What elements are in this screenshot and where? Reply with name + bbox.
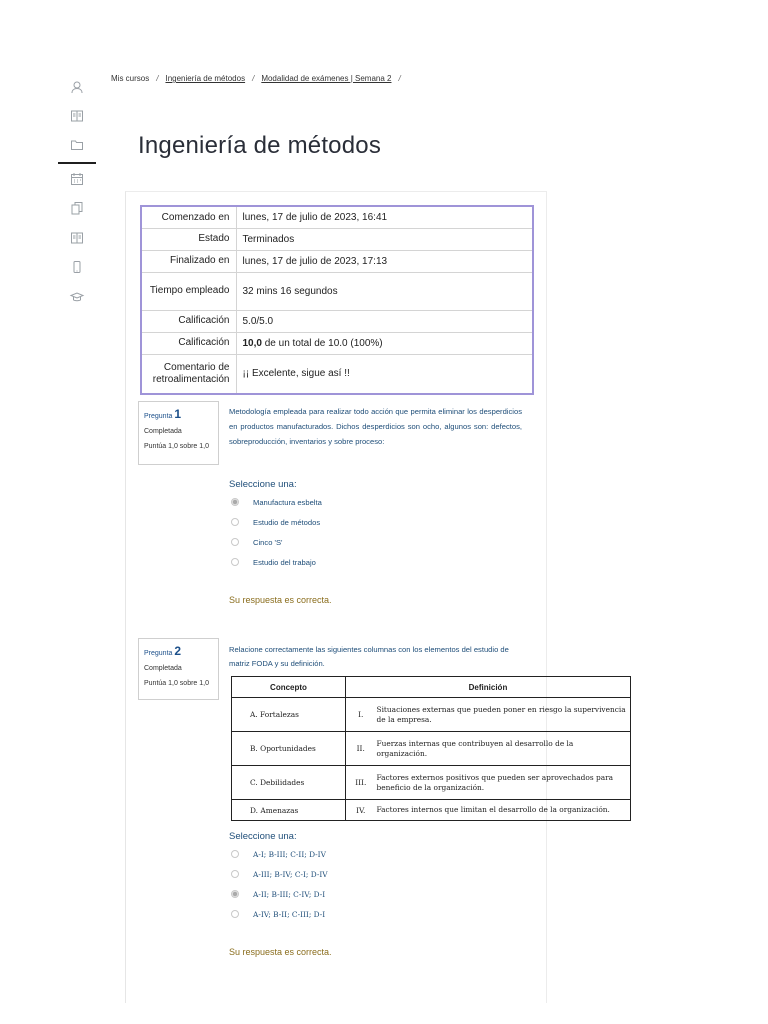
foda-table [231, 676, 631, 821]
breadcrumb [111, 74, 408, 83]
summary-row [141, 228, 533, 250]
summary-row [141, 250, 533, 272]
option-label: Cinco 'S' [253, 537, 283, 547]
answer-option[interactable] [231, 512, 521, 532]
option-label: Manufactura esbelta [253, 497, 322, 507]
phone-icon[interactable] [70, 260, 84, 274]
active-nav-indicator [58, 162, 96, 164]
summary-label: Calificación [141, 310, 236, 332]
column-header: Definición [346, 677, 631, 698]
summary-value: 32 mins 16 segundos [236, 272, 533, 310]
definition-cell: Factores externos positivos que pueden ser aprovechados para beneficio de la organización. [376, 766, 631, 800]
breadcrumb-separator: / [398, 74, 401, 83]
table-row [232, 698, 631, 732]
radio-button[interactable] [231, 518, 239, 526]
answer-option[interactable] [231, 904, 521, 924]
option-label: A-III; B-IV; C-I; D-IV [253, 869, 328, 879]
summary-label: Calificación [141, 332, 236, 354]
radio-button[interactable] [231, 870, 239, 878]
answer-option[interactable] [231, 552, 521, 572]
option-label: Estudio del trabajo [253, 557, 316, 567]
attempt-summary-table [140, 205, 534, 395]
breadcrumb-separator: / [252, 74, 255, 83]
question-status: Completada [144, 427, 182, 435]
summary-value: ¡¡ Excelente, sigue así !! [236, 354, 533, 394]
summary-label: Finalizado en [141, 250, 236, 272]
radio-button[interactable] [231, 890, 239, 898]
breadcrumb-course[interactable]: Ingeniería de métodos [165, 74, 246, 83]
calendar-icon[interactable] [70, 172, 84, 186]
question-status: Completada [144, 664, 182, 672]
radio-button[interactable] [231, 850, 239, 858]
table-row [232, 800, 631, 821]
question-text-1: Metodología empleada para realizar todo acción que permita eliminar los desperdicios en productos manufacturados. Dichos desperdicios son ocho, algunos son: defectos, sobreproducción, inventarios y sobre proceso: [229, 407, 522, 446]
select-one-label: Seleccione una: [229, 831, 297, 842]
question-text-2: Relacione correctamente las siguientes columnas con los elementos del estudio de matriz FODA y su definición. [229, 645, 509, 669]
summary-row [141, 332, 533, 354]
answer-option[interactable] [231, 864, 521, 884]
breadcrumb-exam-mode[interactable]: Modalidad de exámenes | Semana 2 [261, 74, 392, 83]
answer-feedback: Su respuesta es correcta. [229, 947, 332, 957]
folder-icon[interactable] [70, 138, 84, 152]
question-info-1 [138, 401, 219, 465]
summary-row [141, 272, 533, 310]
option-label: A-I; B-III; C-II; D-IV [253, 849, 326, 859]
roman-cell: I. [346, 698, 376, 732]
summary-row [141, 206, 533, 228]
page-title: Ingeniería de métodos [138, 132, 382, 159]
answer-feedback: Su respuesta es correcta. [229, 595, 332, 605]
concept-cell: B. Oportunidades [232, 732, 346, 766]
definition-cell: Situaciones externas que pueden poner en riesgo la supervivencia de la empresa. [376, 698, 631, 732]
table-row [232, 766, 631, 800]
option-label: A-II; B-III; C-IV; D-I [253, 889, 326, 899]
question-label: Pregunta [144, 650, 173, 657]
summary-row [141, 354, 533, 394]
option-label: A-IV; B-II; C-III; D-I [253, 909, 326, 919]
breadcrumb-my-courses[interactable]: Mis cursos [111, 74, 150, 83]
radio-button[interactable] [231, 558, 239, 566]
table-header-row [232, 677, 631, 698]
copy-icon[interactable] [70, 201, 84, 215]
column-header: Concepto [232, 677, 346, 698]
roman-cell: II. [346, 732, 376, 766]
answer-option[interactable] [231, 844, 521, 864]
answer-option[interactable] [231, 492, 521, 512]
concept-cell: A. Fortalezas [232, 698, 346, 732]
question-label: Pregunta [144, 413, 173, 420]
user-icon[interactable] [70, 80, 84, 94]
question-points: Puntúa 1,0 sobre 1,0 [144, 442, 209, 450]
roman-cell: IV. [346, 800, 376, 821]
question-points: Puntúa 1,0 sobre 1,0 [144, 679, 209, 687]
question-info-2 [138, 638, 219, 700]
graduation-cap-icon[interactable] [70, 290, 84, 304]
radio-button[interactable] [231, 498, 239, 506]
summary-value: 5.0/5.0 [236, 310, 533, 332]
select-one-label: Seleccione una: [229, 479, 297, 490]
radio-button[interactable] [231, 910, 239, 918]
answer-options-1 [231, 492, 521, 572]
grade-total: de un total de 10.0 (100%) [261, 337, 383, 349]
table-row [232, 732, 631, 766]
answer-options-2 [231, 844, 521, 924]
definition-cell: Fuerzas internas que contribuyen al desarrollo de la organización. [376, 732, 631, 766]
book-icon[interactable] [70, 231, 84, 245]
summary-label: Comenzado en [141, 206, 236, 228]
summary-label: Comentario de retroalimentación [141, 354, 236, 394]
summary-value: Terminados [236, 228, 533, 250]
summary-value: lunes, 17 de julio de 2023, 16:41 [236, 206, 533, 228]
summary-value: lunes, 17 de julio de 2023, 17:13 [236, 250, 533, 272]
summary-row [141, 310, 533, 332]
summary-value [236, 332, 533, 354]
summary-label: Tiempo empleado [141, 272, 236, 310]
radio-button[interactable] [231, 538, 239, 546]
answer-option[interactable] [231, 884, 521, 904]
definition-cell: Factores internos que limitan el desarrollo de la organización. [376, 800, 631, 821]
question-number: 1 [174, 407, 182, 421]
option-label: Estudio de métodos [253, 517, 321, 527]
concept-cell: C. Debilidades [232, 766, 346, 800]
concept-cell: D. Amenazas [232, 800, 346, 821]
answer-option[interactable] [231, 532, 521, 552]
book-icon[interactable] [70, 109, 84, 123]
summary-label: Estado [141, 228, 236, 250]
roman-cell: III. [346, 766, 376, 800]
grade-value: 10,0 [242, 337, 262, 349]
foda-table-container [231, 676, 626, 818]
breadcrumb-separator: / [156, 74, 159, 83]
question-number: 2 [174, 644, 182, 658]
